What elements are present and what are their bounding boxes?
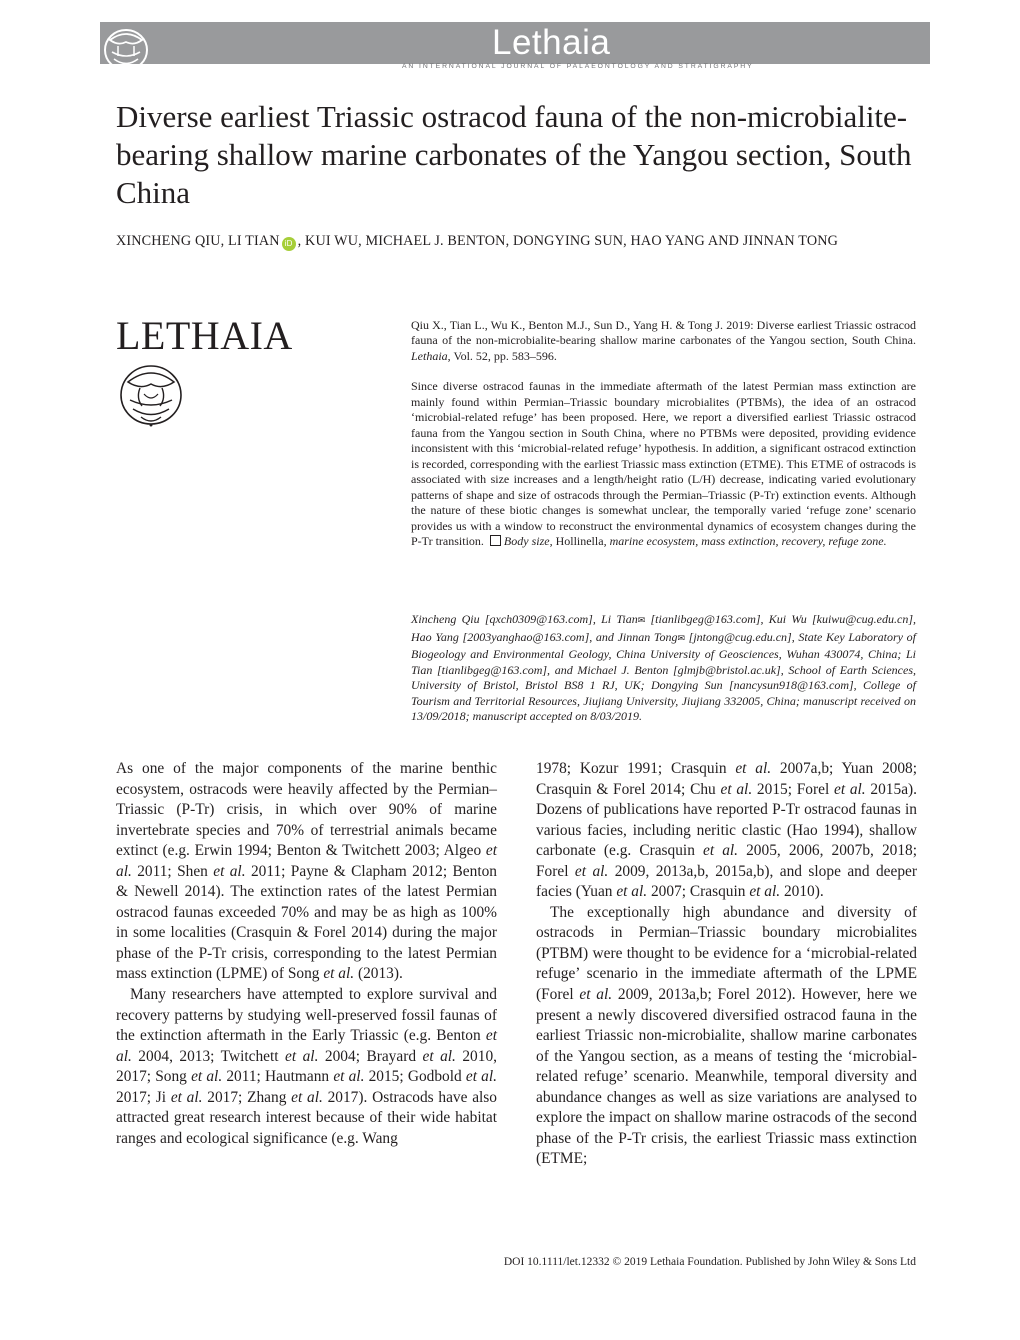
- body-text-segment: 2015; Godbold: [364, 1068, 466, 1086]
- abstract-text: Since diverse ostracod faunas in the immediate aftermath of the latest Permian mass extinction are mainly found within Permian–Triassic boundary microbialites (PTBMs), the idea of an ostracod ‘microbial-related refuge’ has been proposed. Here, we report a diversified earliest Triassic ostracod fauna from the Yangou section in South China, where no PTBMs were deposited, providing evidence inconsistent with this ‘microbial-related refuge’ hypothesis. In addition, a significant ostracod extinction is recorded, corresponding with the earliest Triassic mass extinction (ETME). This ETME of ostracods is associated with size increases and a length/height ratio (L/H) decrease, indicating varied evolutionary patterns of shape and size of ostracods through the Permian–Triassic (P-Tr) extinction events. Although the nature of these biotic changes is somewhat unclear, the temporally varied ‘refuge zone’ scenario provides us with a window to reconstruct the environmental dynamics of ecosystem changes during the P-Tr transition.: [411, 379, 916, 548]
- et-al-italic: et al.: [720, 780, 753, 798]
- article-title: Diverse earliest Triassic ostracod fauna of the non-microbialite-bearing shallow marine carbonates of the Yangou section, South China: [116, 99, 912, 210]
- authors-part-1: XINCHENG QIU, LI TIAN: [116, 233, 280, 249]
- journal-banner-title: Lethaia: [492, 23, 611, 62]
- et-al-italic: et al.: [735, 760, 772, 777]
- body-text-segment: 2005, 2006, 2007b, 2018; Forel: [536, 842, 917, 880]
- body-text-segment: 1978; Kozur 1991; Crasquin: [536, 760, 736, 777]
- et-al-italic: et al.: [116, 1027, 497, 1065]
- body-text-segment: 2011; Payne & Clapham 2012; Benton & Newell 2014). The extinction rates of the latest Permian ostracod faunas exceeded 70% and may be as high as 100% in some localities (Crasquin & Forel 2014) during the major phase of the P-Tr crisis, corresponding to the latest Permian mass extinction (LPME) of Song: [116, 862, 497, 983]
- keywords-2: Hollinella: [555, 534, 604, 548]
- body-text-segment: The exceptionally high abundance and diversity of ostracods in Permian–Triassic boundary microbialites (PTBM) were thought to be evidence for a ‘microbial-related refuge’ scenario in the immediate aftermath of the LPME (Forel: [536, 903, 917, 1004]
- et-al-italic: et al.: [191, 1068, 223, 1086]
- body-column-right: [536, 759, 917, 1170]
- et-al-italic: et al.: [422, 1047, 456, 1065]
- authors-part-2: , KUI WU, MICHAEL J. BENTON, DONGYING SUN, HAO YANG AND JINNAN TONG: [297, 233, 839, 249]
- sidebar-journal-name: LETHAIA: [116, 313, 293, 358]
- et-al-italic: et al.: [285, 1047, 319, 1065]
- envelope-icon: ✉: [677, 633, 686, 644]
- et-al-italic: et al.: [291, 1088, 323, 1106]
- body-text-segment: 2015; Forel: [752, 780, 834, 798]
- body-paragraph: [536, 903, 917, 1170]
- body-text-segment: 2017; Ji: [116, 1088, 171, 1106]
- affiliation-3: [jntong@cug.edu.cn], State Key Laboratory of Biogeology and Environmental Geology, China University of Geosciences, Wuhan 430074, China; Li Tian [tianlibgeg@163.com], and Michael J. Benton [glmjb@bristol.ac.uk], School of Earth Sciences, University of Bristol, Bristol BS8 1 RJ, UK; Dongying Sun [nancysun918@163.com], College of Tourism and Territorial Resources, Jiujiang University, Jiujiang 332005, China; manuscript received on 13/09/2018; manuscript accepted on 8/03/2019.: [411, 629, 916, 723]
- et-al-italic: et al.: [574, 862, 609, 880]
- lethaia-logo-icon: [116, 362, 186, 432]
- author-list: [116, 230, 916, 253]
- body-text-segment: As one of the major components of the marine benthic ecosystem, ostracods were heavily affected by the Permian–Triassic (P-Tr) crisis, in which over 90% of marine invertebrate species and 70% of terrestrial animals became extinct (e.g. Erwin 1994; Benton & Twitchett 2003; Algeo: [116, 760, 497, 860]
- et-al-italic: et al.: [749, 883, 781, 901]
- orcid-icon[interactable]: iD: [282, 237, 296, 251]
- body-text-segment: 2010).: [780, 883, 824, 901]
- body-text-segment: 2004, 2013; Twitchett: [131, 1047, 286, 1065]
- doi-footer: DOI 10.1111/let.12332 © 2019 Lethaia Foundation. Published by John Wiley & Sons Ltd: [503, 1256, 916, 1268]
- et-al-italic: et al.: [116, 842, 497, 880]
- et-al-italic: et al.: [703, 842, 739, 860]
- keywords-3: , marine ecosystem, mass extinction, recovery, refuge zone.: [603, 534, 887, 548]
- abstract: [411, 379, 916, 550]
- body-text-segment: 2017). Ostracods have also attracted great research interest because of their wide habitat ranges and ecological significance (e.g. Wang: [116, 1088, 497, 1147]
- citation-journal: Lethaia: [411, 348, 448, 363]
- body-text-segment: 2015a). Dozens of publications have reported P-Tr ostracod faunas in various facies, including neritic clastic (Hao 1994), shallow carbonate (e.g. Crasquin: [536, 780, 918, 860]
- body-text-segment: 2011; Hautmann: [222, 1068, 334, 1086]
- body-text-segment: 2007a,b; Yuan 2008; Crasquin & Forel 2014; Chu: [536, 760, 918, 798]
- affiliation-2: [tianlibgeg@163.com], Kui Wu [kuiwu@cug.edu.cn], Hao Yang [2003yanghao@163.com], and Jinnan Tong: [411, 612, 916, 644]
- citation-volume: , Vol. 52, pp. 583–596.: [447, 348, 557, 363]
- lethaia-banner-logo-icon: [100, 26, 152, 78]
- body-text-segment: (2013).: [354, 965, 403, 983]
- et-al-italic: et al.: [323, 965, 355, 983]
- body-paragraph: [536, 759, 917, 903]
- body-text-segment: Many researchers have attempted to explore survival and recovery patterns by studying well-preserved fossil faunas of the extinction aftermath in the Early Triassic (e.g. Benton: [116, 986, 497, 1045]
- body-column-left: [116, 759, 497, 1149]
- citation: [411, 318, 916, 364]
- et-al-italic: et al.: [213, 862, 246, 880]
- et-al-italic: et al.: [616, 883, 648, 901]
- et-al-italic: et al.: [333, 1068, 365, 1086]
- body-text-segment: 2004; Brayard: [318, 1047, 423, 1065]
- keywords-1: Body size,: [503, 534, 556, 548]
- body-text-segment: 2011; Shen: [131, 862, 214, 880]
- body-text-segment: 2009, 2013a,b, 2015a,b), and slope and deeper facies (Yuan: [536, 862, 917, 901]
- body-text-segment: 2007; Crasquin: [647, 883, 750, 901]
- body-text-segment: 2009, 2013a,b; Forel 2012). However, here we present a newly discovered diversified ostracod fauna in the earliest Triassic non-microbialite, shallow marine carbonates of the Yangou section, as a means of testing the ‘microbial-related refuge’ scenario. Meanwhile, temporal diversity and abundance changes as well as size variations are analysed to explore the impact on shallow marine ostracods of the second phase of the P-Tr crisis, the earliest Triassic mass extinction (ETME;: [536, 986, 917, 1168]
- body-paragraph: [116, 759, 497, 985]
- et-al-italic: et al.: [833, 780, 866, 798]
- body-paragraph: [116, 985, 497, 1149]
- et-al-italic: et al.: [465, 1068, 497, 1086]
- affiliation-1: Xincheng Qiu [qxch0309@163.com], Li Tian: [411, 612, 638, 626]
- body-text-segment: 2010, 2017; Song: [116, 1047, 497, 1086]
- keyword-separator-box: [490, 535, 501, 546]
- journal-banner-subtitle: AN INTERNATIONAL JOURNAL OF PALAEONTOLOGY AND STRATIGRAPHY: [402, 63, 754, 70]
- affiliations: [411, 612, 916, 725]
- citation-text: Qiu X., Tian L., Wu K., Benton M.J., Sun D., Yang H. & Tong J. 2019: Diverse earliest Triassic ostracod fauna of the non-microbialite-bearing shallow marine carbonates of the Yangou section, South China.: [411, 318, 916, 348]
- et-al-italic: et al.: [170, 1088, 203, 1106]
- body-text-segment: 2017; Zhang: [202, 1088, 292, 1106]
- et-al-italic: et al.: [579, 986, 613, 1004]
- envelope-icon: ✉: [637, 616, 646, 626]
